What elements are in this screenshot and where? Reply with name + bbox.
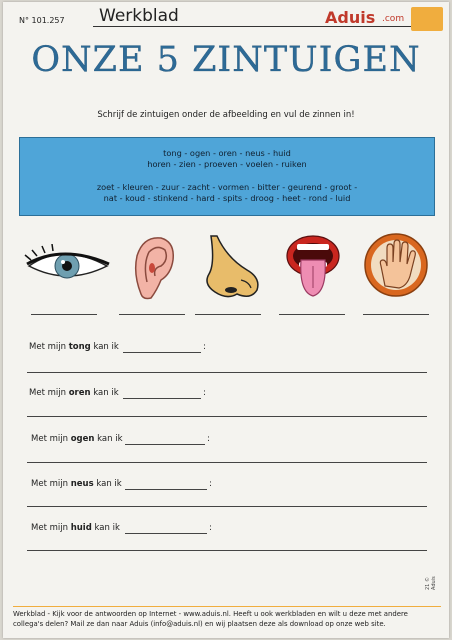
fill-blank-huid[interactable] [125,533,207,534]
sentence-organ: neus [70,479,94,489]
answer-line-tong[interactable] [27,372,427,373]
answer-line-oren[interactable] [27,416,427,417]
worksheet [3,2,449,638]
document-number: N° 101.257 [19,16,65,25]
worksheet-label: Werkblad [99,6,179,26]
sentence-prefix: Met mijn [31,479,71,489]
answer-line-neus[interactable] [27,506,427,507]
sentence-organ: ogen [70,434,95,444]
sentence-organ: tong [68,342,91,352]
sentence-organ: huid [70,523,92,533]
word-list-adjectives-2: nat - koud - stinkend - hard - spits - droog - heet - rond - luid [103,193,351,203]
word-list-adjectives-1: zoet - kleuren - zuur - zacht - vormen - bitter - geurend - groot - [96,182,358,192]
footer-text [13,609,433,629]
brand-logo-icon [411,7,443,31]
answer-line-huid[interactable] [27,550,427,551]
page-title: ONZE 5 ZINTUIGEN [31,40,421,80]
sentence-suffix: kan ik [91,523,120,533]
footer-line-2: collega's delen? Mail ze dan naar Aduis (info@aduis.nl) en wij plaatsen deze als download op onze web site. [13,620,386,628]
instruction-text: Schrijf de zintuigen onder de afbeelding en vul de zinnen in! [97,110,355,120]
colon: : [203,342,206,352]
sentence-suffix: kan ik [90,388,119,398]
answer-line-ogen[interactable] [27,462,427,463]
sentence-huid [31,523,120,533]
sentence-ogen [31,434,123,444]
sentence-neus [31,479,122,489]
colon: : [209,479,212,489]
colon: : [203,388,206,398]
sentence-prefix: Met mijn [29,342,69,352]
fill-blank-ogen[interactable] [125,444,205,445]
copyright-notice: 21 © Aduis [425,576,437,590]
word-box [19,137,435,216]
sentence-suffix: kan ik [90,342,119,352]
answer-line-hand[interactable] [363,314,429,315]
answer-line-mouth[interactable] [279,314,345,315]
nose-icon [197,234,263,300]
sentence-suffix: kan ik [93,479,122,489]
answer-line-ear[interactable] [119,314,185,315]
answer-line-eye[interactable] [31,314,97,315]
colon: : [207,434,210,444]
fill-blank-oren[interactable] [123,398,201,399]
word-list-organs: tong - ogen - oren - neus - huid [163,148,291,158]
sentence-organ: oren [68,388,91,398]
answer-line-nose[interactable] [195,314,261,315]
fill-blank-neus[interactable] [125,489,207,490]
word-list-senses: horen - zien - proeven - voelen - ruiken [147,159,307,169]
brand-suffix: .com [382,14,405,24]
sentence-tong [29,342,119,352]
sentence-oren [29,388,119,398]
brand-logo-text: Aduis [325,8,376,27]
footer-rule [13,606,441,607]
sentence-suffix: kan ik [94,434,123,444]
sentence-prefix: Met mijn [31,434,71,444]
mouth-tongue-icon [285,234,341,300]
colon: : [209,523,212,533]
ear-icon [131,234,177,302]
sentence-prefix: Met mijn [29,388,69,398]
fill-blank-tong[interactable] [123,352,201,353]
footer-line-1: Werkblad - Kijk voor de antwoorden op Internet - www.aduis.nl. Heeft u ook werkbladen en wilt u deze met andere [13,610,408,618]
hand-icon [363,232,429,298]
eye-icon [23,244,111,288]
sentence-prefix: Met mijn [31,523,71,533]
